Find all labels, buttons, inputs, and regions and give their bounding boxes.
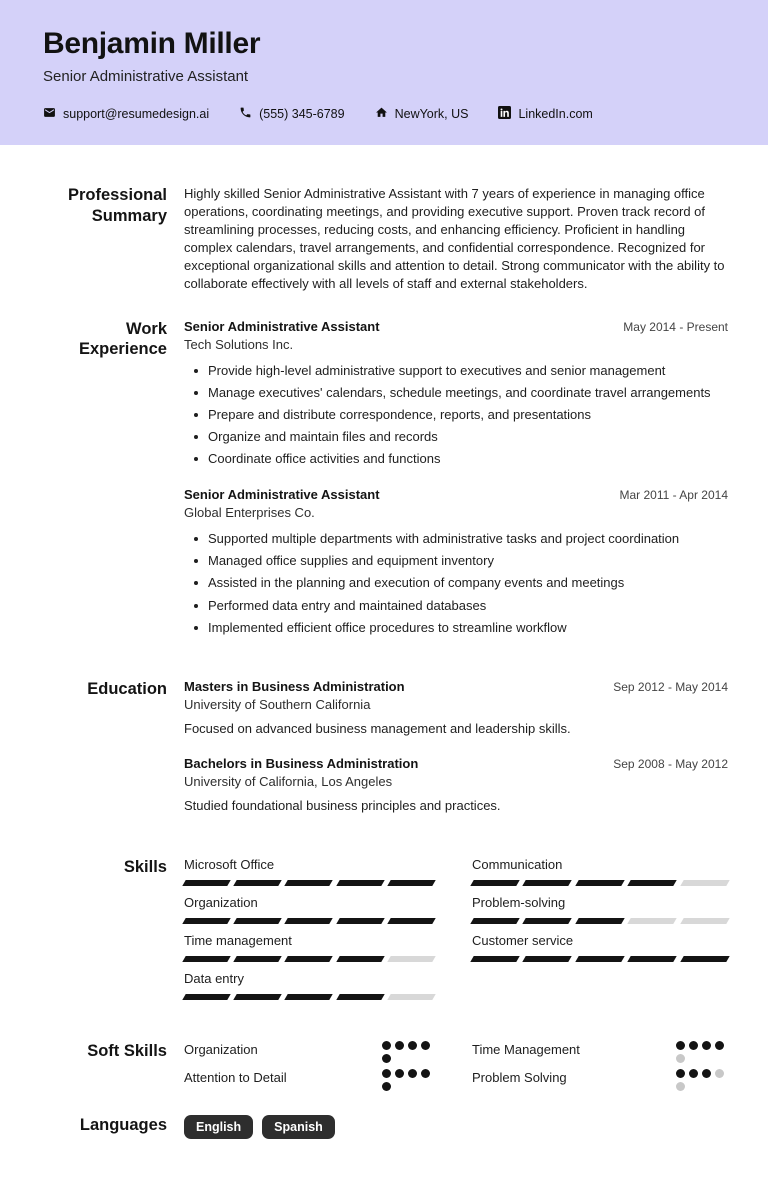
job-bullet: Performed data entry and maintained databases	[192, 597, 728, 615]
job-company: Global Enterprises Co.	[184, 505, 315, 521]
degree-dates: Sep 2012 - May 2014	[613, 679, 728, 694]
contact-row	[43, 106, 728, 122]
skill-level-bar	[184, 880, 434, 886]
contact-location-text: NewYork, US	[394, 107, 469, 121]
skill-name: Time management	[184, 932, 292, 948]
soft-skill-name: Problem Solving	[472, 1069, 567, 1085]
contact-email-text: support@resumedesign.ai	[63, 107, 210, 121]
skill-level-bar	[472, 956, 728, 962]
degree-header	[184, 679, 728, 694]
section-soft-skills	[0, 1041, 768, 1091]
section-work-experience	[0, 319, 768, 641]
skill-item	[184, 895, 434, 924]
section-title-work: Work Experience	[78, 319, 167, 359]
skill-item	[184, 857, 434, 886]
job-bullet: Managed office supplies and equipment inventory	[192, 552, 728, 570]
job-bullet: Manage executives' calendars, schedule meetings, and coordinate travel arrangements	[192, 384, 728, 402]
phone-icon	[239, 106, 252, 122]
contact-linkedin-text: LinkedIn.com	[518, 107, 593, 121]
degree-description: Focused on advanced business management and leadership skills.	[184, 720, 571, 736]
language-pills	[184, 1115, 728, 1140]
skills-grid	[184, 857, 728, 1009]
skill-name: Problem-solving	[472, 894, 566, 910]
degree-school: University of Southern California	[184, 696, 371, 712]
degree-entry	[184, 756, 728, 813]
skill-level-bar	[184, 956, 434, 962]
education-entries	[184, 679, 728, 813]
person-name: Benjamin Miller	[43, 27, 261, 60]
soft-skill-name: Organization	[184, 1041, 258, 1057]
job-bullet: Assisted in the planning and execution of company events and meetings	[192, 574, 728, 592]
skill-name: Microsoft Office	[184, 856, 275, 872]
job-company: Tech Solutions Inc.	[184, 336, 294, 352]
contact-email	[43, 106, 209, 122]
job-bullets	[184, 362, 728, 468]
job-bullet: Implemented efficient office procedures to streamline workflow	[192, 619, 728, 637]
person-job-title: Senior Administrative Assistant	[43, 68, 249, 85]
skill-name: Organization	[184, 894, 258, 910]
job-header	[184, 487, 728, 502]
skill-name: Data entry	[184, 970, 244, 986]
degree-entry	[184, 679, 728, 736]
job-bullet: Supported multiple departments with administrative tasks and project coordination	[192, 530, 728, 548]
degree-school: University of California, Los Angeles	[184, 773, 393, 789]
summary-text: Highly skilled Senior Administrative Assistant with 7 years of experience in managing office operations, coordinating meetings, and providing executive support. Proven track record of streamlining processes, reducing costs, and enhancing efficiency. Proficient in handling complex calendars, travel arrangements, and confidential correspondence. Recognized for exceptional organizational skills and attention to detail. Strong communicator with the ability to collaborate effectively with all levels of staff and external stakeholders.	[184, 186, 725, 291]
soft-skill-item	[184, 1041, 434, 1063]
skill-name: Communication	[472, 856, 563, 872]
section-title-education: Education	[87, 679, 167, 698]
contact-location	[375, 106, 469, 122]
degree-name: Masters in Business Administration	[184, 678, 405, 694]
skill-level-bar	[184, 918, 434, 924]
skill-item	[472, 895, 728, 924]
section-professional-summary	[0, 185, 768, 293]
section-title-skills: Skills	[123, 857, 167, 876]
resume-header	[0, 0, 768, 145]
soft-skill-dots	[676, 1069, 728, 1091]
skill-level-bar	[472, 918, 728, 924]
section-education	[0, 679, 768, 813]
soft-skill-item	[184, 1069, 434, 1091]
email-icon	[43, 106, 56, 122]
job-bullet: Prepare and distribute correspondence, reports, and presentations	[192, 406, 728, 424]
job-role: Senior Administrative Assistant	[184, 318, 380, 334]
home-icon	[375, 106, 388, 122]
skill-name: Customer service	[472, 932, 574, 948]
degree-header	[184, 756, 728, 771]
contact-phone-text: (555) 345-6789	[259, 107, 345, 121]
contact-linkedin	[498, 106, 592, 122]
linkedin-icon	[498, 106, 511, 122]
job-header	[184, 319, 728, 334]
skill-item	[184, 971, 434, 1000]
soft-skill-dots	[676, 1041, 728, 1063]
soft-skills-grid	[184, 1041, 728, 1091]
skill-item	[472, 857, 728, 886]
degree-name: Bachelors in Business Administration	[184, 755, 419, 771]
skill-item	[472, 933, 728, 962]
job-bullet: Organize and maintain files and records	[192, 428, 728, 446]
soft-skill-item	[472, 1041, 728, 1063]
section-skills	[0, 857, 768, 1009]
job-dates: May 2014 - Present	[623, 319, 728, 334]
section-languages	[0, 1115, 768, 1177]
contact-phone	[239, 106, 344, 122]
soft-skill-item	[472, 1069, 728, 1091]
skill-item	[184, 933, 434, 962]
section-title-summary: Professional Summary	[67, 186, 167, 225]
job-bullets	[184, 530, 728, 636]
skill-level-bar	[472, 880, 728, 886]
degree-description: Studied foundational business principles and practices.	[184, 797, 501, 813]
work-entries	[184, 319, 728, 641]
soft-skill-name: Time Management	[472, 1041, 580, 1057]
soft-skill-dots	[382, 1041, 434, 1063]
language-pill: English	[184, 1115, 253, 1140]
soft-skill-dots	[382, 1069, 434, 1091]
job-bullet: Provide high-level administrative support to executives and senior management	[192, 362, 728, 380]
section-title-languages: Languages	[79, 1115, 167, 1134]
job-entry	[184, 319, 728, 468]
job-dates: Mar 2011 - Apr 2014	[619, 488, 728, 503]
skill-level-bar	[184, 994, 434, 1000]
degree-dates: Sep 2008 - May 2012	[613, 756, 728, 771]
job-entry	[184, 487, 728, 636]
soft-skill-name: Attention to Detail	[184, 1069, 287, 1085]
language-pill: Spanish	[262, 1115, 335, 1140]
job-bullet: Coordinate office activities and functions	[192, 450, 728, 468]
section-title-soft-skills: Soft Skills	[87, 1041, 167, 1060]
job-role: Senior Administrative Assistant	[184, 487, 380, 503]
